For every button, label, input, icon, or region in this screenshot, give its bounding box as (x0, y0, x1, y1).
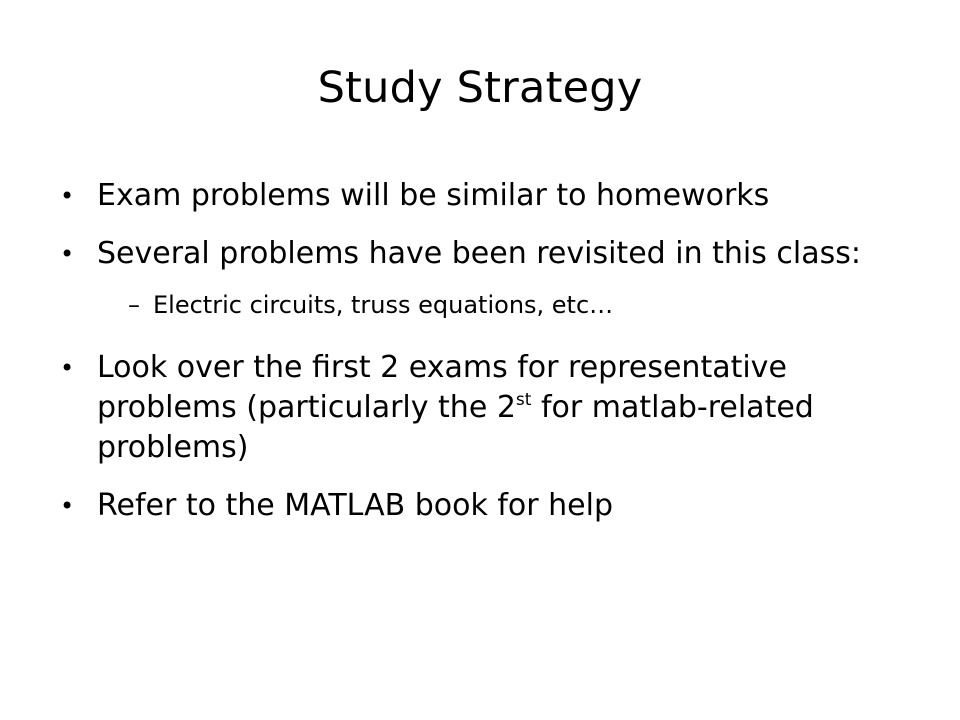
sub-bullet-text: Electric circuits, truss equations, etc… (153, 291, 614, 319)
bullet-icon: • (60, 182, 75, 210)
bullet-icon: • (60, 492, 75, 520)
bullet-text-part: Look over the first 2 exams for representative problems (particularly the 2 (97, 350, 787, 425)
bullet-item (60, 486, 900, 526)
bullet-icon: • (60, 240, 75, 268)
bullet-text: Refer to the MATLAB book for help (97, 488, 614, 523)
dash-icon: – (128, 291, 140, 319)
sub-bullet-item (60, 288, 900, 322)
bullet-item (60, 234, 900, 274)
bullet-text-part: for matlab-related problems) (97, 390, 814, 465)
bullet-item (60, 348, 900, 468)
superscript-text: st (515, 390, 532, 410)
bullet-icon: • (60, 354, 75, 382)
bullet-list (60, 176, 900, 544)
bullet-item (60, 176, 900, 216)
bullet-text: Several problems have been revisited in this class: (97, 236, 861, 271)
slide-title: Study Strategy (317, 63, 643, 113)
bullet-text: Exam problems will be similar to homeworks (97, 178, 770, 213)
